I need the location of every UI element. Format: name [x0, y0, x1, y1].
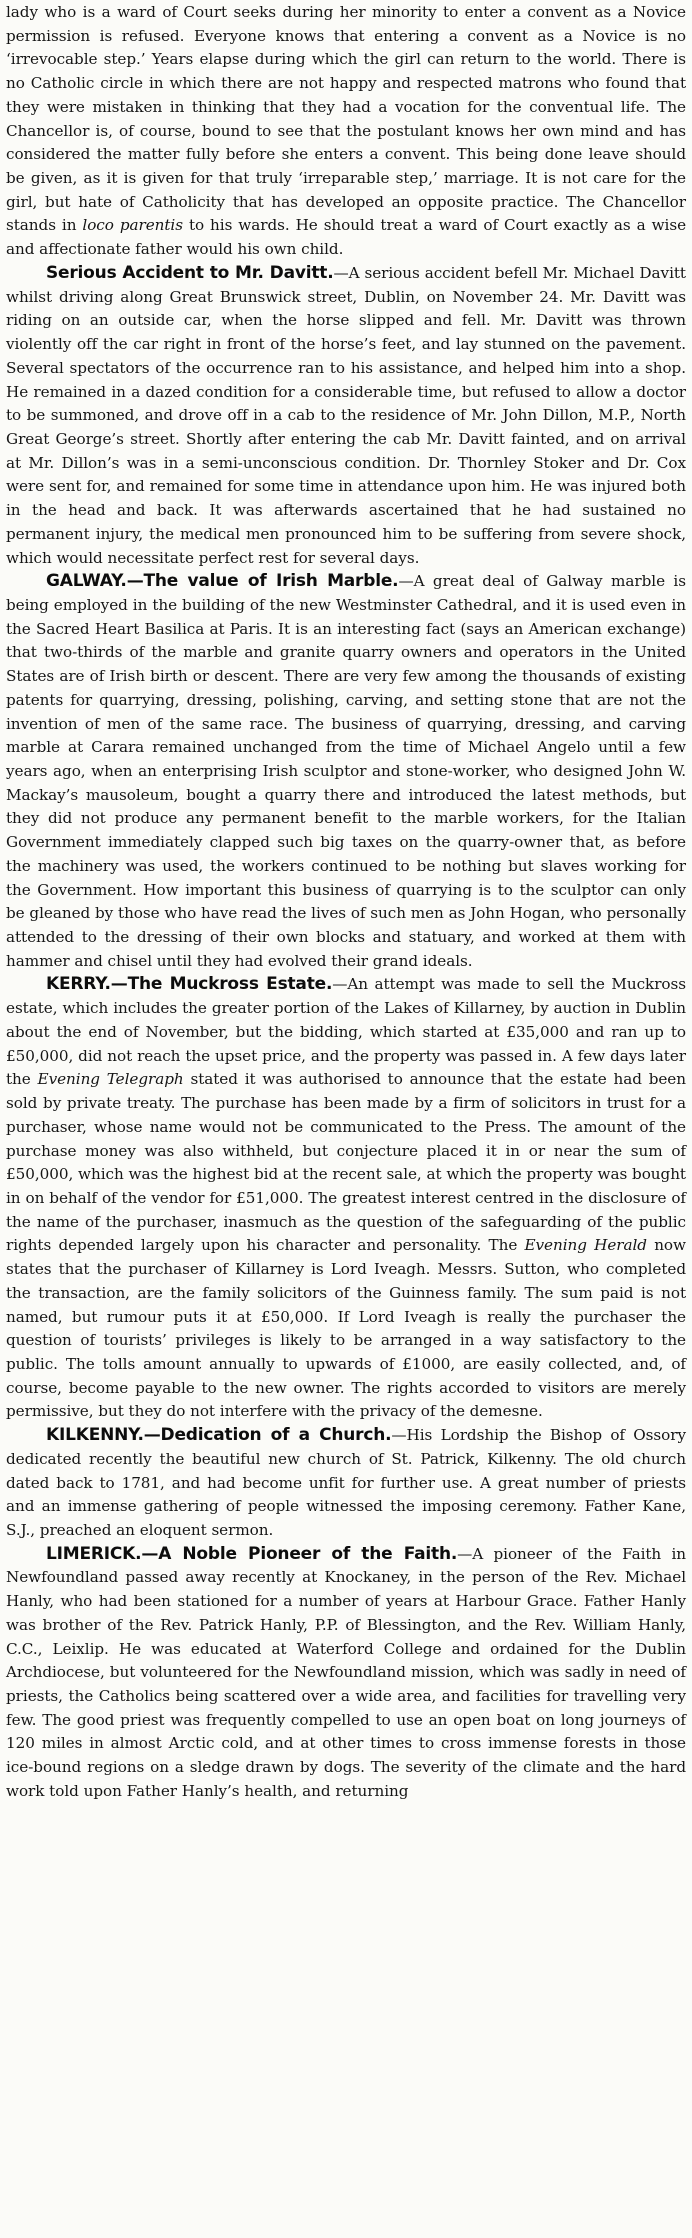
article-text: lady who is a ward of Court seeks during her minority to enter a convent as a Novice permission is refused. Everyone knows that entering a convent as a Novice is no ‘irrevocable step.’ Years elapse during which the girl can return to the world. There is no Catholic circle in which there are not happy and respected matrons who found that they were mistaken in thinking that they had a vocation for the conventual life. The Chancellor is, of course, bound to see that the postulant knows her own mind and has considered the matter fully before she enters a convent. This being done leave should be given, as it is given for that truly ‘irreparable step,’ marriage. It is not care for the girl, but hate of Catholicity that has developed an opposite practice. The Chancellor stands in	[6, 3, 686, 235]
article-text: A pioneer of the Faith in Newfoundland passed away recently at Knockaney, in the person of the Rev. Michael Hanly, who had been stationed for a number of years at Harbour Grace. Father Hanly was brother of the Rev. Patrick Hanly, P.P. of Blessington, and the Rev. William Hanly, C.C., Leixlip. He was educated at Waterford College and ordained for the Dublin Archdiocese, but volunteered for the Newfoundland mission, which was sadly in need of priests, the Catholics being scattered over a wide area, and facilities for travelling very few. The good priest was frequently compelled to use an open boat on long journeys of 120 miles in almost Arctic cold, and at other times to cross immense forests in those ice-bound regions on a sledge drawn by dogs. The severity of the climate and the hard work told upon Father Hanly’s health, and returning	[6, 1544, 686, 1800]
article-heading: KERRY.—The Muckross Estate.	[46, 974, 333, 995]
article-text: stated it was authorised to announce that the estate had been sold by private treaty. The purchase has been made by a firm of solicitors in trust for a purchaser, whose name would not be communicated to the Press. The amount of the purchase money was also withheld, but conjecture placed it in or near the sum of £50,000, which was the highest bid at the recent sale, at which the property was bought in on behalf of the vendor for £51,000. The greatest interest centred in the disclosure of the name of the purchaser, inasmuch as the question of the safeguarding of the public rights depended largely upon his character and personality. The	[6, 1070, 686, 1255]
article-text: His Lordship the Bishop of Ossory dedicated recently the beautiful new church of St. Patrick, Kilkenny. The old church dated back to 1781, and had become unfit for further use. A great number of priests and an immense gathering of people witnessed the imposing ceremony. Father Kane, S.J., preached an eloquent sermon.	[6, 1426, 686, 1539]
newspaper-column	[6, 1, 686, 1804]
italic-title: Evening Herald	[524, 1236, 647, 1255]
italic-title: loco parentis	[82, 216, 183, 235]
article-text: now states that the purchaser of Killarney is Lord Iveagh. Messrs. Sutton, who completed the transaction, are the family solicitors of the Guinness family. The sum paid is not named, but rumour puts it at £50,000. If Lord Iveagh is really the purchaser the question of tourists’ privileges is likely to be arranged in a way satisfactory to the public. The tolls amount annually to upwards of £1000, are easily collected, and, of course, become payable to the new owner. The rights accorded to visitors are merely permissive, but they do not interfere with the privacy of the demesne.	[6, 1236, 686, 1421]
news-article: LIMERICK.—A Noble Pioneer of the Faith.—A pioneer of the Faith in Newfoundland passed away recently at Knockaney, in the person of the Rev. Michael Hanly, who had been stationed for a number of years at Harbour Grace. Father Hanly was brother of the Rev. Patrick Hanly, P.P. of Blessington, and the Rev. William Hanly, C.C., Leixlip. He was educated at Waterford College and ordained for the Dublin Archdiocese, but volunteered for the Newfoundland mission, which was sadly in need of priests, the Catholics being scattered over a wide area, and facilities for travelling very few. The good priest was frequently compelled to use an open boat on long journeys of 120 miles in almost Arctic cold, and at other times to cross immense forests in those ice-bound regions on a sledge drawn by dogs. The severity of the climate and the hard work told upon Father Hanly’s health, and returning	[6, 1543, 686, 1800]
article-text: An attempt was made to sell the Muckross estate, which includes the greater portion of the Lakes of Killarney, by auction in Dublin about the end of November, but the bidding, which started at £35,000 and ran up to £50,000, did not reach the upset price, and the property was passed in. A few days later the	[6, 975, 686, 1089]
news-article: KILKENNY.—Dedication of a Church.—His Lordship the Bishop of Ossory dedicated recently the beautiful new church of St. Patrick, Kilkenny. The old church dated back to 1781, and had become unfit for further use. A great number of priests and an immense gathering of people witnessed the imposing ceremony. Father Kane, S.J., preached an eloquent sermon.	[6, 1425, 686, 1539]
news-article: GALWAY.—The value of Irish Marble.—A great deal of Galway marble is being employed in the building of the new Westminster Cathedral, and it is used even in the Sacred Heart Basilica at Paris. It is an interesting fact (says an American exchange) that two-thirds of the marble and granite quarry owners and operators in the United States are of Irish birth or descent. There are very few among the thousands of existing patents for quarrying, dressing, polishing, carving, and setting stone that are not the invention of men of the same race. The business of quarrying, dressing, and carving marble at Carara remained unchanged from the time of Michael Angelo until a few years ago, when an enterprising Irish sculptor and stone-worker, who designed John W. Mackay’s mausoleum, bought a quarry there and introduced the latest methods, but they did not produce any permanent benefit to the marble workers, for the Italian Government immediately clapped such big taxes on the quarry-owner that, as before the machinery was used, the workers continued to be nothing but slaves working for the Government. How important this business of quarrying is to the sculptor can only be gleaned by those who have read the lives of such men as John Hogan, who personally attended to the dressing of their own blocks and statuary, and worked at them with hammer and chisel until they had evolved their grand ideals.	[6, 571, 686, 970]
article-text: A serious accident befell Mr. Michael Davitt whilst driving along Great Brunswick street, Dublin, on November 24. Mr. Davitt was riding on an outside car, when the horse slipped and fell. Mr. Davitt was thrown violently off the car right in front of the horse’s feet, and lay stunned on the pavement. Several spectators of the occurrence ran to his assistance, and helped him into a shop. He remained in a dazed condition for a considerable time, but refused to allow a doctor to be summoned, and drove off in a cab to the residence of Mr. John Dillon, M.P., North Great George’s street. Shortly after entering the cab Mr. Davitt fainted, and on arrival at Mr. Dillon’s was in a semi-unconscious condition. Dr. Thornley Stoker and Dr. Cox were sent for, and remained for some time in attendance upon him. He was injured both in the head and back. It was afterwards ascertained that he had sustained no permanent injury, the medical men pronounced him to be suffering from severe shock, which would necessitate perfect rest for several days.	[6, 263, 686, 567]
news-article: Serious Accident to Mr. Davitt.—A serious accident befell Mr. Michael Davitt whilst driving along Great Brunswick street, Dublin, on November 24. Mr. Davitt was riding on an outside car, when the horse slipped and fell. Mr. Davitt was thrown violently off the car right in front of the horse’s feet, and lay stunned on the pavement. Several spectators of the occurrence ran to his assistance, and helped him into a shop. He remained in a dazed condition for a considerable time, but refused to allow a doctor to be summoned, and drove off in a cab to the residence of Mr. John Dillon, M.P., North Great George’s street. Shortly after entering the cab Mr. Davitt fainted, and on arrival at Mr. Dillon’s was in a semi-unconscious condition. Dr. Thornley Stoker and Dr. Cox were sent for, and remained for some time in attendance upon him. He was injured both in the head and back. It was afterwards ascertained that he had sustained no permanent injury, the medical men pronounced him to be suffering from severe shock, which would necessitate perfect rest for several days.	[6, 262, 686, 567]
article-heading: Serious Accident to Mr. Davitt.	[46, 262, 334, 283]
italic-title: Evening Telegraph	[37, 1070, 184, 1089]
article-heading: LIMERICK.—A Noble Pioneer of the Faith.	[46, 1543, 458, 1564]
article-heading: GALWAY.—The value of Irish Marble.	[46, 571, 399, 592]
article-text: A great deal of Galway marble is being employed in the building of the new Westminster Cathedral, and it is used even in the Sacred Heart Basilica at Paris. It is an interesting fact (says an American exchange) that two-thirds of the marble and granite quarry owners and operators in the United States are of Irish birth or descent. There are very few among the thousands of existing patents for quarrying, dressing, polishing, carving, and setting stone that are not the invention of men of the same race. The business of quarrying, dressing, and carving marble at Carara remained unchanged from the time of Michael Angelo until a few years ago, when an enterprising Irish sculptor and stone-worker, who designed John W. Mackay’s mausoleum, bought a quarry there and introduced the latest methods, but they did not produce any permanent benefit to the marble workers, for the Italian Government immediately clapped such big taxes on the quarry-owner that, as before the machinery was used, the workers continued to be nothing but slaves working for the Government. How important this business of quarrying is to the sculptor can only be gleaned by those who have read the lives of such men as John Hogan, who personally attended to the dressing of their own blocks and statuary, and worked at them with hammer and chisel until they had evolved their grand ideals.	[6, 572, 686, 970]
news-article: KERRY.—The Muckross Estate.—An attempt was made to sell the Muckross estate, which includes the greater portion of the Lakes of Killarney, by auction in Dublin about the end of November, but the bidding, which started at £35,000 and ran up to £50,000, did not reach the upset price, and the property was passed in. A few days later the Evening Telegraph stated it was authorised to announce that the estate had been sold by private treaty. The purchase has been made by a firm of solicitors in trust for a purchaser, whose name would not be communicated to the Press. The amount of the purchase money was also withheld, but conjecture placed it in or near the sum of £50,000, which was the highest bid at the recent sale, at which the property was bought in on behalf of the vendor for £51,000. The greatest interest centred in the disclosure of the name of the purchaser, inasmuch as the question of the safeguarding of the public rights depended largely upon his character and personality. The Evening Herald now states that the purchaser of Killarney is Lord Iveagh. Messrs. Sutton, who completed the transaction, are the family solicitors of the Guinness family. The sum paid is not named, but rumour puts it at £50,000. If Lord Iveagh is really the purchaser the question of tourists’ privileges is likely to be arranged in a way satisfactory to the public. The tolls amount annually to upwards of £1000, are easily collected, and, of course, become payable to the new owner. The rights accorded to visitors are merely permissive, but they do not interfere with the privacy of the demesne.	[6, 974, 686, 1421]
article-text: to his wards. He should treat a ward of Court exactly as a wise and affectionate father would his own child.	[6, 216, 687, 259]
article-continuation	[6, 1, 686, 262]
article-heading: KILKENNY.—Dedication of a Church.	[46, 1425, 392, 1446]
